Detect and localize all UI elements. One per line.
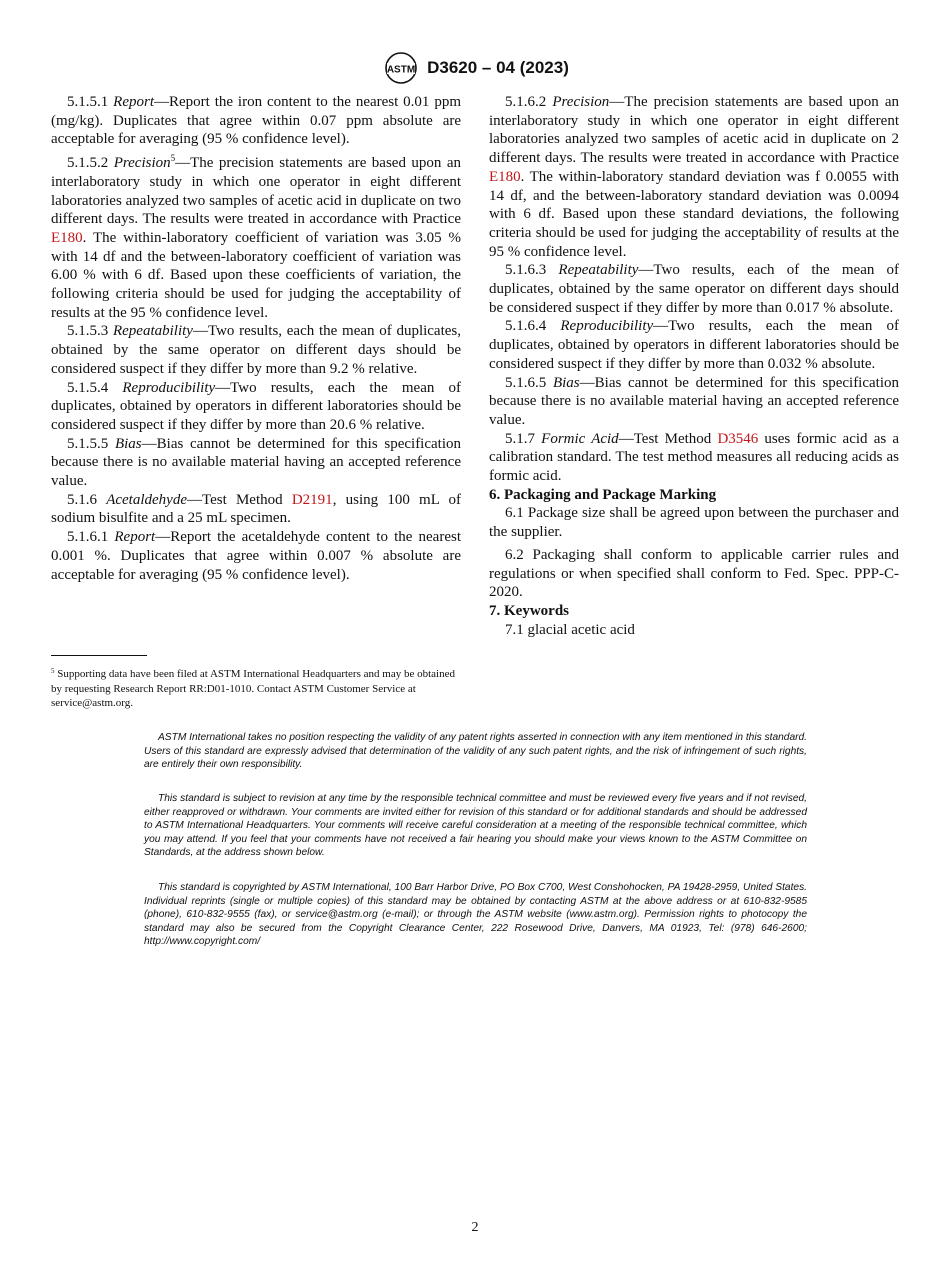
svg-text:ASTM: ASTM bbox=[386, 64, 416, 76]
right-column bbox=[489, 93, 899, 639]
para-5-1-6-1: 5.1.6.1 Report—Report the acetaldehyde content to the nearest 0.001 %. Duplicates that agree within 0.007 % absolute are acceptable for averaging (95 % confidence level). bbox=[51, 529, 461, 583]
ref-link-d2191[interactable]: D2191 bbox=[291, 491, 333, 508]
ref-link-d3546[interactable]: D3546 bbox=[717, 430, 759, 447]
para-7-1: 7.1 glacial acetic acid bbox=[505, 621, 635, 638]
ref-link-e180[interactable]: E180 bbox=[51, 229, 83, 246]
para-6-1: 6.1 Package size shall be agreed upon between the purchaser and the supplier. bbox=[489, 505, 899, 541]
footnote: $^5$ Supporting data have been filed at ASTM International Headquarters and may be obtained by requesting Research Report RR:D01-1010. Contact ASTM Customer Service at service@astm.org. bbox=[51, 667, 455, 709]
page-header bbox=[0, 50, 950, 86]
para-5-1-5-1: 5.1.5.1 Report—Report the iron content to the nearest 0.01 ppm (mg/kg). Duplicates that agree within 0.07 ppm absolute are acceptable for averaging (95 % confidence level). bbox=[51, 94, 461, 148]
para-5-1-6: 5.1.6 Acetaldehyde—Test Method D2191, using 100 mL of sodium bisulfite and a 25 mL specimen. bbox=[51, 491, 461, 527]
section-heading-6: 6. Packaging and Package Marking bbox=[489, 486, 717, 503]
patent-notice: ASTM International takes no position respecting the validity of any patent rights asserted in connection with any item mentioned in this standard. Users of this standard are expressly advised that determination of the validity of any such patent rights, and the risk of infringement of such rights, are entirely their own responsibility. bbox=[144, 732, 807, 770]
para-5-1-7: 5.1.7 Formic Acid—Test Method D3546 uses formic acid as a calibration standard. The test method measures all reducing acids as formic acid. bbox=[489, 430, 899, 485]
para-5-1-6-5: 5.1.6.5 Bias—Bias cannot be determined for this specification because there is no available material having an accepted reference value. bbox=[489, 374, 900, 428]
para-5-1-6-4: 5.1.6.4 Reproducibility—Two results, each the mean of duplicates, obtained by operators in different laboratories should be considered suspect if they differ by more than 0.032 % absolute. bbox=[489, 318, 899, 372]
para-5-1-6-3: 5.1.6.3 Repeatability—Two results, each of the mean of duplicates, obtained by the same operator on different days should be considered suspect if they differ by more than 0.017 % absolute. bbox=[489, 262, 900, 316]
revision-notice: This standard is subject to revision at any time by the responsible technical committee and must be reviewed every five years and if not revised, either reapproved or withdrawn. Your comments are invited either for revision of this standard or for additional standards and should be addressed to ASTM International Headquarters. Your comments will receive careful consideration at a meeting of the responsible technical committee, which you may attend. If you feel that your comments have not received a fair hearing you should make your views known to the ASTM Committee on Standards, at the address shown below. bbox=[144, 793, 807, 858]
ref-link-e180[interactable]: E180 bbox=[489, 168, 521, 185]
para-5-1-5-3: 5.1.5.3 Repeatability—Two results, each the mean of duplicates, obtained by the same operator on different days should be considered suspect if they differ by more than 9.2 % relative. bbox=[51, 323, 462, 377]
para-5-1-5-4: 5.1.5.4 Reproducibility—Two results, each the mean of duplicates, obtained by operators in different laboratories should be considered suspect if they differ by more than 20.6 % relative. bbox=[51, 379, 461, 433]
para-5-1-5-5: 5.1.5.5 Bias—Bias cannot be determined for this specification because there is no available material having an accepted reference value. bbox=[51, 435, 462, 490]
astm-logo-icon bbox=[381, 50, 421, 86]
left-column bbox=[51, 93, 461, 584]
footnote-marker: 5 bbox=[170, 153, 176, 164]
para-5-1-6-2: 5.1.6.2 Precision—The precision statements are based upon an interlaboratory study in which one operator in eight different laboratories analyzed two samples of acetic acid in duplicate on 2 different days. The results were treated in accordance with Practice E180. The within-laboratory standard deviation was f 0.0055 with 14 df, and the between-laboratory standard deviation was 0.0094 with 6 df. Based upon these standard deviations, the following criteria should be used for judging the acceptability of results at the 95 % confidence level. bbox=[489, 94, 900, 260]
para-6-2: 6.2 Packaging shall conform to applicable carrier rules and regulations or when specified shall conform to Fed. Spec. PPP-C-2020. bbox=[489, 546, 899, 601]
copyright-notice: This standard is copyrighted by ASTM International, 100 Barr Harbor Drive, PO Box C700, West Conshohocken, PA 19428-2959, United States. Individual reprints (single or multiple copies) of this standard may be obtained by contacting ASTM at the above address or at 610-832-9585 (phone), 610-832-9555 (fax), or service@astm.org (e-mail); or through the ASTM website (www.astm.org). Permission rights to photocopy the standard may also be secured from the Copyright Clearance Center, 222 Rosewood Drive, Danvers, MA 01923, Tel: (978) 646-2600; http://www.copyright.com/ bbox=[144, 882, 807, 947]
page-number: 2 bbox=[471, 1220, 479, 1235]
footnote-divider bbox=[51, 655, 147, 656]
document-id: D3620 – 04 (2023) bbox=[427, 58, 569, 77]
para-5-1-5-2: 5.1.5.2 Precision$^5$—The precision statements are based upon an interlaboratory study in which one operator in eight different laboratories analyzed two samples of acetic acid in duplicate on two different days. The results were treated in accordance with Practice E180. The within-laboratory coefficient of variation was 3.05 % with 14 df and the between-laboratory coefficient of variation was 6.00 % with 6 df. Based upon these coefficients of variation, the following criteria should be used for judging the acceptability of results at the 95 % confidence level. bbox=[51, 153, 461, 321]
section-heading-7: 7. Keywords bbox=[489, 602, 569, 619]
